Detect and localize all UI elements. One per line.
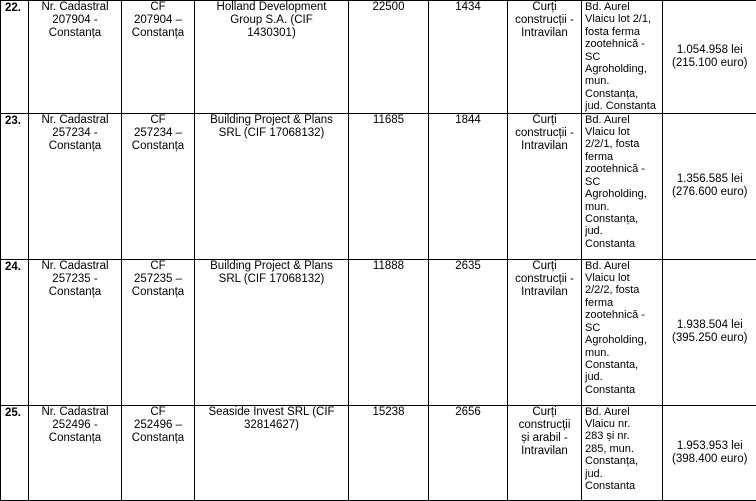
owner-line: SRL (CIF 17068132)	[197, 273, 346, 286]
cad-line: Nr. Cadastral	[31, 260, 119, 273]
addr-line: Agroholding,	[585, 188, 660, 200]
land-book-cell	[122, 405, 195, 500]
owner-cell	[195, 405, 349, 500]
cat-line: Intravilan	[510, 286, 579, 299]
price-line: 1.054.958 lei	[665, 44, 755, 57]
area-cell: 1434	[429, 1, 508, 114]
cat-line: Intravilan	[510, 27, 579, 40]
cadastral-number-cell	[29, 1, 122, 114]
cadastral-number-cell	[29, 405, 122, 500]
cad-line: 207904 -	[31, 14, 119, 27]
addr-line: Constanta	[585, 238, 660, 250]
cad-line: 252496 -	[31, 419, 119, 432]
addr-line: jud. Constanta	[585, 100, 660, 112]
cadastral-number-cell	[29, 259, 122, 405]
addr-line: zootehnică -	[585, 38, 660, 50]
price-line: (395.250 euro)	[665, 332, 755, 345]
address-cell	[582, 405, 663, 500]
cf-line: CF	[124, 114, 192, 127]
cf-line: CF	[124, 260, 192, 273]
cf-line: Constanța	[124, 432, 192, 445]
addr-line: Agroholding,	[585, 334, 660, 346]
cf-line: 257235 –	[124, 273, 192, 286]
owner-cell	[195, 1, 349, 114]
addr-line: zootehnică -	[585, 309, 660, 321]
addr-line: 283 și nr.	[585, 430, 660, 442]
land-book-cell	[122, 113, 195, 259]
price-line: 1.953.953 lei	[665, 440, 755, 453]
land-book-cell	[122, 259, 195, 405]
table-row	[1, 259, 756, 405]
total-area-cell: 15238	[349, 405, 429, 500]
addr-line: 285, mun.	[585, 443, 660, 455]
price-line: (398.400 euro)	[665, 453, 755, 466]
owner-line: Group S.A. (CIF	[197, 14, 346, 27]
addr-line: Bd. Aurel	[585, 406, 660, 418]
owner-line: Holland Development	[197, 1, 346, 14]
cadastral-number-cell	[29, 113, 122, 259]
cad-line: Nr. Cadastral	[31, 406, 119, 419]
cat-line: Intravilan	[510, 140, 579, 153]
addr-line: Agroholding,	[585, 63, 660, 75]
address-cell	[582, 113, 663, 259]
addr-line: mun.	[585, 347, 660, 359]
addr-line: zootehnică -	[585, 163, 660, 175]
cat-line: construcții -	[510, 127, 579, 140]
addr-line: jud.	[585, 371, 660, 383]
cf-line: Constanța	[124, 140, 192, 153]
cf-line: 257234 –	[124, 127, 192, 140]
total-area-cell: 11888	[349, 259, 429, 405]
cf-line: CF	[124, 1, 192, 14]
price-line: 1.356.585 lei	[665, 173, 755, 186]
cad-line: Constanța	[31, 27, 119, 40]
price-line: (276.600 euro)	[665, 186, 755, 199]
owner-cell	[195, 113, 349, 259]
area-cell: 2635	[429, 259, 508, 405]
area-cell: 2656	[429, 405, 508, 500]
cat-line: Curți	[510, 114, 579, 127]
cad-line: Nr. Cadastral	[31, 1, 119, 14]
cat-line: Curți	[510, 406, 579, 419]
cf-line: Constanța	[124, 286, 192, 299]
table-row	[1, 405, 756, 500]
addr-line: SC	[585, 322, 660, 334]
addr-line: Constanta,	[585, 359, 660, 371]
cat-line: și arabil -	[510, 432, 579, 445]
price-line: (215.100 euro)	[665, 57, 755, 70]
cad-line: 257235 -	[31, 273, 119, 286]
table-row	[1, 1, 756, 114]
row-number-cell: 25.	[1, 405, 29, 500]
cad-line: Constanța	[31, 286, 119, 299]
addr-line: Constanța,	[585, 455, 660, 467]
address-cell	[582, 259, 663, 405]
addr-line: mun.	[585, 75, 660, 87]
cad-line: Constanța	[31, 432, 119, 445]
cad-line: Nr. Cadastral	[31, 114, 119, 127]
row-number-cell: 24.	[1, 259, 29, 405]
addr-line: Vlaicu lot	[585, 126, 660, 138]
addr-line: jud.	[585, 468, 660, 480]
cat-line: Intravilan	[510, 445, 579, 458]
total-area-cell: 11685	[349, 113, 429, 259]
land-book-cell	[122, 1, 195, 114]
addr-line: ferma	[585, 297, 660, 309]
cf-line: Constanța	[124, 27, 192, 40]
land-category-cell	[508, 1, 582, 114]
owner-line: SRL (CIF 17068132)	[197, 127, 346, 140]
owner-line: 1430301)	[197, 27, 346, 40]
addr-line: Bd. Aurel	[585, 114, 660, 126]
price-cell	[663, 405, 756, 500]
area-cell: 1844	[429, 113, 508, 259]
addr-line: fosta ferma	[585, 26, 660, 38]
addr-line: Constanța,	[585, 88, 660, 100]
total-area-cell: 22500	[349, 1, 429, 114]
addr-line: Bd. Aurel	[585, 260, 660, 272]
cat-line: Curți	[510, 1, 579, 14]
cf-line: CF	[124, 406, 192, 419]
addr-line: Vlaicu lot 2/1,	[585, 13, 660, 25]
price-cell	[663, 1, 756, 114]
land-category-cell	[508, 113, 582, 259]
table-row	[1, 113, 756, 259]
addr-line: Constanta	[585, 384, 660, 396]
addr-line: 2/2/1, fosta	[585, 138, 660, 150]
addr-line: Bd. Aurel	[585, 1, 660, 13]
addr-line: ferma	[585, 151, 660, 163]
price-line: 1.938.504 lei	[665, 319, 755, 332]
land-category-cell	[508, 259, 582, 405]
addr-line: 2/2/2, fosta	[585, 284, 660, 296]
cat-line: Curți	[510, 260, 579, 273]
row-number-cell: 23.	[1, 113, 29, 259]
cf-line: 252496 –	[124, 419, 192, 432]
cf-line: 207904 –	[124, 14, 192, 27]
owner-line: Building Project & Plans	[197, 114, 346, 127]
addr-line: Constanța,	[585, 213, 660, 225]
addr-line: SC	[585, 176, 660, 188]
addr-line: Constanta	[585, 480, 660, 492]
addr-line: Vlaicu lot	[585, 272, 660, 284]
owner-line: Building Project & Plans	[197, 260, 346, 273]
addr-line: jud.	[585, 225, 660, 237]
cad-line: Constanța	[31, 140, 119, 153]
cat-line: construcții	[510, 419, 579, 432]
addr-line: Vlaicu nr.	[585, 418, 660, 430]
addr-line: SC	[585, 51, 660, 63]
price-cell	[663, 113, 756, 259]
owner-line: Seaside Invest SRL (CIF	[197, 406, 346, 419]
addr-line: mun.	[585, 201, 660, 213]
cad-line: 257234 -	[31, 127, 119, 140]
price-cell	[663, 259, 756, 405]
land-category-cell	[508, 405, 582, 500]
owner-line: 32814627)	[197, 419, 346, 432]
cat-line: construcții -	[510, 273, 579, 286]
address-cell	[582, 1, 663, 114]
row-number-cell: 22.	[1, 1, 29, 114]
cat-line: construcții -	[510, 14, 579, 27]
owner-cell	[195, 259, 349, 405]
